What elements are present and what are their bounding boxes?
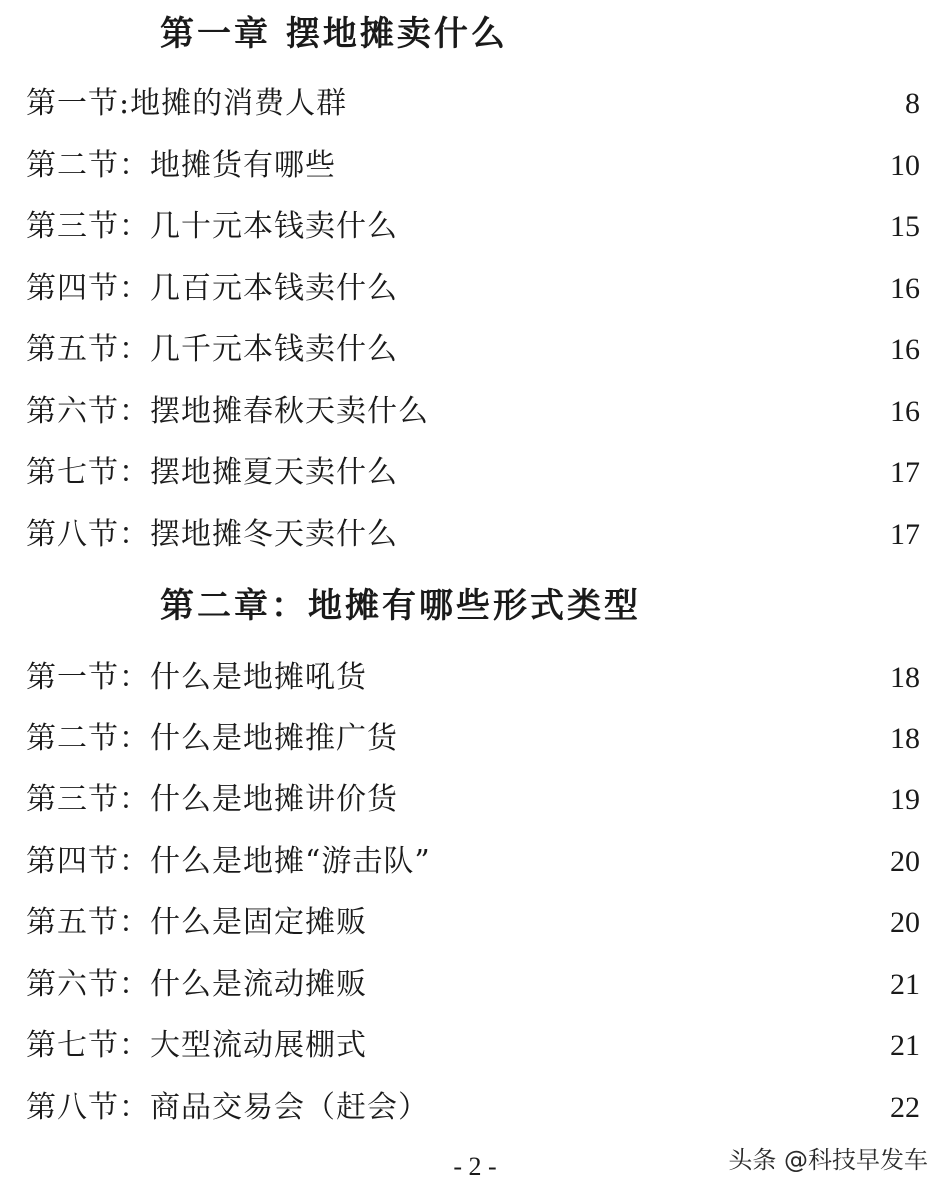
toc-entry-label: 第八节：摆地摊冬天卖什么 — [26, 517, 398, 552]
toc-entry-page: 18 — [890, 661, 920, 694]
page-number: - 2 - — [453, 1152, 497, 1181]
toc-entry[interactable] — [26, 1026, 920, 1066]
toc-entry[interactable] — [26, 146, 920, 186]
toc-entry-label: 第一节:地摊的消费人群 — [26, 86, 348, 121]
chapter-1-title: 第一章 摆地摊卖什么 — [160, 14, 508, 54]
toc-entry-label: 第五节：什么是固定摊贩 — [26, 905, 367, 940]
toc-entry-label: 第四节：什么是地摊“游击队” — [26, 844, 431, 879]
toc-entry[interactable] — [26, 719, 920, 759]
toc-entry-label: 第六节：什么是流动摊贩 — [26, 967, 367, 1002]
toc-entry-label: 第一节：什么是地摊吼货 — [26, 660, 367, 695]
toc-entry-page: 19 — [890, 783, 920, 816]
toc-entry-label: 第六节：摆地摊春秋天卖什么 — [26, 394, 429, 429]
toc-entry[interactable] — [26, 842, 920, 882]
toc-entry-label: 第四节：几百元本钱卖什么 — [26, 271, 398, 306]
toc-entry[interactable] — [26, 658, 920, 698]
toc-entry-label: 第二节：什么是地摊推广货 — [26, 721, 398, 756]
toc-entry[interactable] — [26, 269, 920, 309]
toc-entry-label: 第三节：什么是地摊讲价货 — [26, 782, 398, 817]
toc-entry-page: 16 — [890, 395, 920, 428]
toc-entry[interactable] — [26, 780, 920, 820]
toc-entry[interactable] — [26, 1088, 920, 1128]
toc-entry-label: 第五节：几千元本钱卖什么 — [26, 332, 398, 367]
toc-entry-label: 第七节：摆地摊夏天卖什么 — [26, 455, 398, 490]
toc-entry-page: 20 — [890, 906, 920, 939]
toc-entry-page: 22 — [890, 1091, 920, 1124]
toc-entry-page: 17 — [890, 518, 920, 551]
toc-entry-page: 10 — [890, 149, 920, 182]
toc-entry-label: 第七节：大型流动展棚式 — [26, 1028, 367, 1063]
watermark: 头条 @科技早发车 — [728, 1146, 928, 1174]
toc-entry-page: 17 — [890, 456, 920, 489]
toc-entry-label: 第八节：商品交易会（赶会） — [26, 1090, 429, 1125]
toc-entry[interactable] — [26, 965, 920, 1005]
toc-entry-page: 16 — [890, 333, 920, 366]
toc-entry-page: 8 — [905, 87, 920, 120]
toc-entry[interactable] — [26, 392, 920, 432]
toc-entry[interactable] — [26, 453, 920, 493]
toc-entry-page: 15 — [890, 210, 920, 243]
toc-entry[interactable] — [26, 84, 920, 124]
toc-entry-page: 21 — [890, 968, 920, 1001]
toc-entry[interactable] — [26, 515, 920, 555]
toc-entry-page: 21 — [890, 1029, 920, 1062]
toc-entry-page: 16 — [890, 272, 920, 305]
toc-entry-page: 20 — [890, 845, 920, 878]
toc-entry[interactable] — [26, 903, 920, 943]
toc-entry-label: 第二节：地摊货有哪些 — [26, 148, 336, 183]
toc-entry[interactable] — [26, 330, 920, 370]
chapter-2-title: 第二章：地摊有哪些形式类型 — [160, 586, 641, 626]
toc-entry-page: 18 — [890, 722, 920, 755]
toc-entry[interactable] — [26, 207, 920, 247]
toc-entry-label: 第三节：几十元本钱卖什么 — [26, 209, 398, 244]
